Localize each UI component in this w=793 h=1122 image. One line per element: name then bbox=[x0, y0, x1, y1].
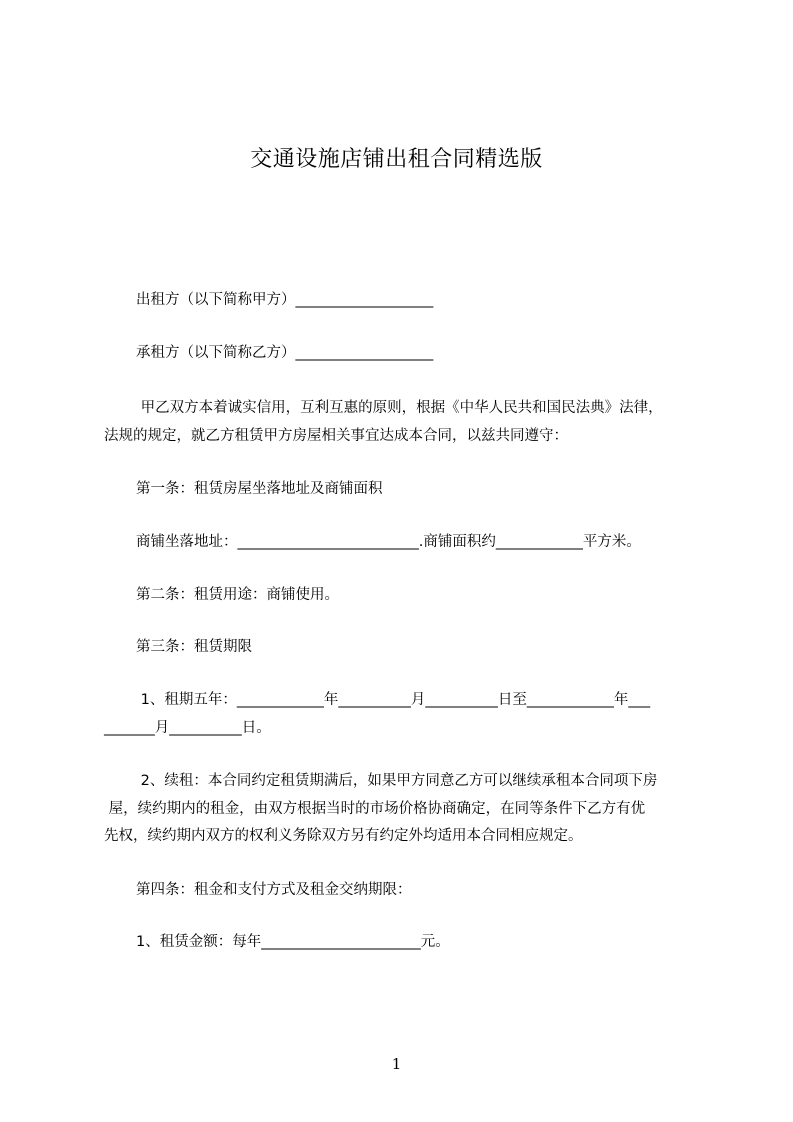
page-number: 1 bbox=[391, 1055, 402, 1073]
rent-amount-line: 1、租赁金额：每年______________________元。 bbox=[136, 934, 450, 950]
lease-term-line-2: _______月__________日。 bbox=[104, 720, 271, 736]
article-1-heading: 第一条：租赁房屋坐落地址及商铺面积 bbox=[136, 481, 383, 497]
article-3-heading: 第三条：租赁期限 bbox=[136, 639, 252, 655]
renewal-line-2: 屋，续约期内的租金，由双方根据当时的市场价格协商确定，在同等条件下乙方有优 bbox=[104, 801, 646, 817]
renewal-line-3: 先权，续约期内双方的权利义务除双方另有约定外均适用本合同相应规定。 bbox=[104, 828, 583, 844]
article-2-heading: 第二条：租赁用途：商铺使用。 bbox=[136, 587, 339, 603]
article-4-heading: 第四条：租金和支付方式及租金交纳期限： bbox=[136, 882, 412, 898]
renewal-line-1: 2、续租：本合同约定租赁期满后，如果甲方同意乙方可以继续承租本合同项下房 bbox=[136, 773, 658, 789]
document-title: 交通设施店铺出租合同精选版 bbox=[250, 147, 543, 172]
lessee-line: 承租方（以下简称乙方）___________________ bbox=[136, 345, 434, 361]
shop-address-line: 商铺坐落地址：_________________________.商铺面积约____________平方米。 bbox=[136, 534, 641, 550]
lease-term-line-1: 1、租期五年：____________年__________月__________日至____________年___ bbox=[136, 692, 651, 708]
preamble-line-2: 法规的规定，就乙方租赁甲方房屋相关事宜达成本合同，以兹共同遵守： bbox=[104, 428, 568, 444]
preamble-line-1: 甲乙双方本着诚实信用，互利互惠的原则，根据《中华人民共和国民法典》法律， bbox=[136, 400, 663, 416]
lessor-line: 出租方（以下简称甲方）___________________ bbox=[136, 292, 434, 308]
